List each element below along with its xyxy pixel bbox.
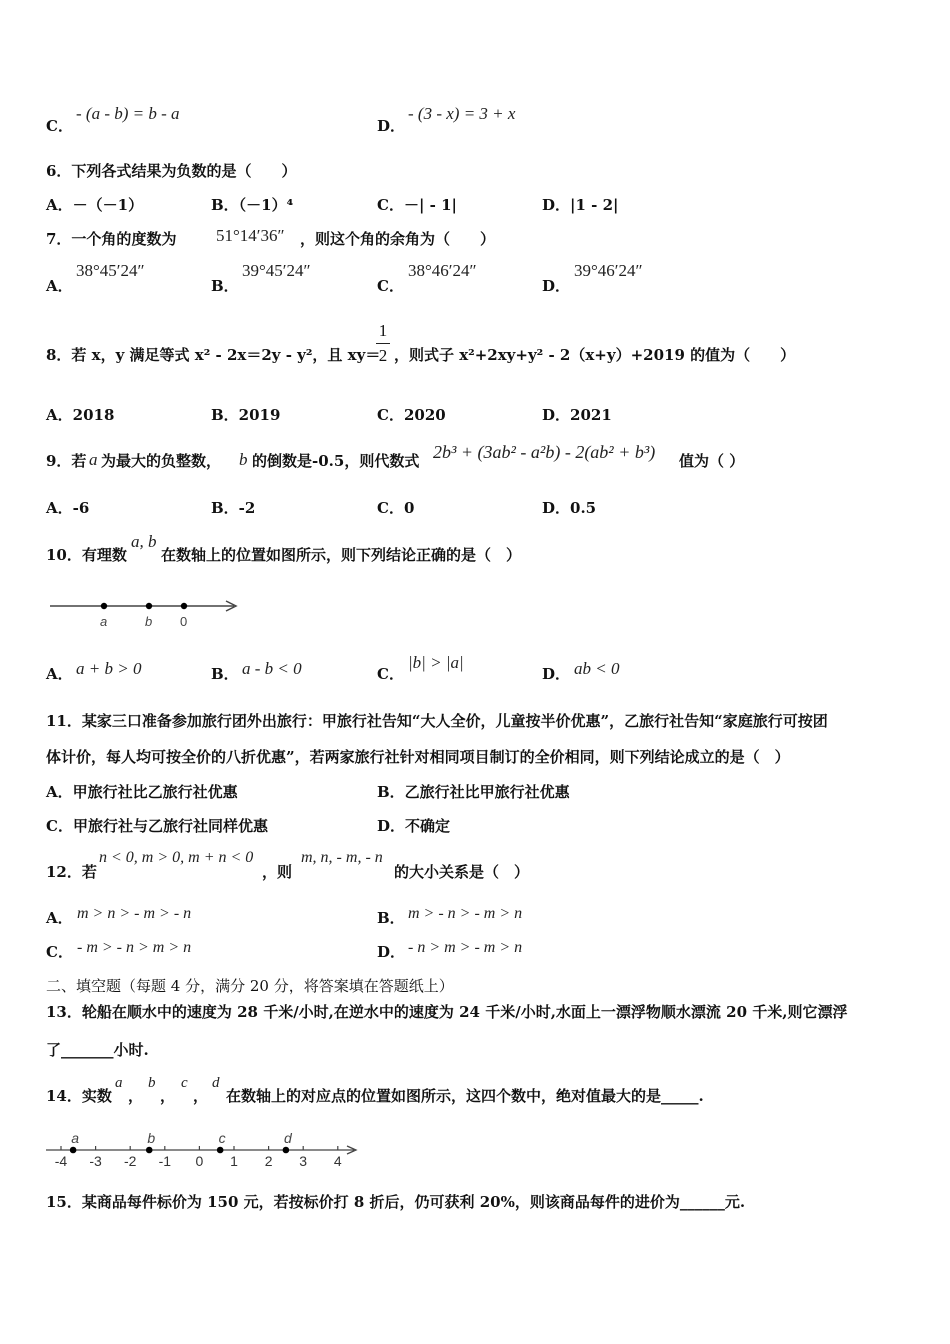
q14-tick-label: -2 <box>123 1153 137 1169</box>
q6-option-c: C．－| - 1| <box>377 196 457 214</box>
section-heading-fill-in: 二、填空题（每题 4 分，满分 20 分，将答案填在答题纸上） <box>46 977 454 995</box>
q10-number-line <box>48 596 243 632</box>
q8-stem-pre: 8．若 x，y 满足等式 x² - 2x＝2y - y²，且 xy＝ <box>46 346 381 364</box>
q14-point-label-a: a <box>71 1130 80 1146</box>
q14-var-a: a <box>115 1075 123 1091</box>
q10-stem-post: 在数轴上的位置如图所示，则下列结论正确的是（ ） <box>161 546 522 564</box>
q9-stem-post: 值为（ ） <box>679 452 745 470</box>
q14-tick-label: 4 <box>333 1153 342 1169</box>
q14-var-b: b <box>148 1075 156 1091</box>
q7-option-c: 38°46′24″ <box>408 261 477 280</box>
q11-stem-line2: 体计价，每人均可按全价的八折优惠”，若两家旅行社针对相同项目制订的全价相同，则下列结论成立的是（ ） <box>46 748 790 766</box>
q6-option-a: A．－（－1） <box>46 196 144 214</box>
q12-stem-post: 的大小关系是（ ） <box>394 863 530 881</box>
q10-vars: a, b <box>131 532 157 551</box>
q8-fraction-numerator: 1 <box>378 321 388 340</box>
q10-option-d: ab < 0 <box>574 659 620 678</box>
q10-point-a <box>101 603 107 609</box>
q5-option-d-expr: - (3 - x) = 3 + x <box>408 104 516 123</box>
q5-option-c-expr: - (a - b) = b - a <box>76 104 180 123</box>
q14-point-c <box>217 1147 224 1154</box>
q12-option-d-label: D． <box>377 943 406 961</box>
q8-option-d: D．2021 <box>542 406 612 424</box>
q14-point-a <box>70 1147 77 1154</box>
q12-option-a-label: A． <box>46 909 73 927</box>
q10-label-b: b <box>145 614 153 629</box>
q14-stem-pre: 14．实数 <box>46 1087 112 1105</box>
q7-stem-pre: 7．一个角的度数为 <box>46 230 177 248</box>
q12-option-b-label: B． <box>377 909 405 927</box>
q14-tick-label: -4 <box>54 1153 68 1169</box>
q6-option-b: B．（－1）⁴ <box>211 196 294 214</box>
q13-stem-line1: 13．轮船在顺水中的速度为 28 千米/小时,在逆水中的速度为 24 千米/小时,水面上一漂浮物顺水漂流 20 千米,则它漂浮 <box>46 1003 848 1021</box>
q5-option-c-label: C． <box>46 117 73 135</box>
q9-stem-pre: 9．若 <box>46 452 87 470</box>
q7-option-d: 39°46′24″ <box>574 261 643 280</box>
q8-option-c: C．2020 <box>377 406 446 424</box>
q10-point-zero <box>181 603 187 609</box>
q14-tick-label: 3 <box>299 1153 308 1169</box>
q9-var-b: b <box>239 450 248 469</box>
q11-option-d: D．不确定 <box>377 817 451 835</box>
q11-stem-line1: 11．某家三口准备参加旅行团外出旅行：甲旅行社告知“大人全价，儿童按半价优惠”，乙旅行社告知“家庭旅行可按团 <box>46 712 828 730</box>
q10-point-b <box>146 603 152 609</box>
q8-fraction <box>376 321 390 366</box>
q7-option-b-label: B． <box>211 277 239 295</box>
q11-option-c: C．甲旅行社与乙旅行社同样优惠 <box>46 817 268 835</box>
q14-point-label-c: c <box>218 1130 226 1146</box>
q11-option-a: A．甲旅行社比乙旅行社优惠 <box>46 783 238 801</box>
q12-option-c-label: C． <box>46 943 73 961</box>
q10-option-a: a + b > 0 <box>76 659 142 678</box>
q15-stem: 15．某商品每件标价为 150 元，若按标价打 8 折后，仍可获利 20%，则该商品每件的进价为______元. <box>46 1193 746 1211</box>
q7-stem-angle: 51°14′36″ <box>216 226 285 245</box>
q11-option-b: B．乙旅行社比甲旅行社优惠 <box>377 783 570 801</box>
q10-option-a-label: A． <box>46 665 73 683</box>
q5-option-d-label: D． <box>377 117 406 135</box>
q10-label-a: a <box>100 614 108 629</box>
q6-stem: 6．下列各式结果为负数的是（ ） <box>46 162 297 180</box>
q7-option-b: 39°45′24″ <box>242 261 311 280</box>
q14-sep-2: ， <box>160 1087 176 1105</box>
q14-stem-post: 在数轴上的对应点的位置如图所示，这四个数中，绝对值最大的是_____. <box>226 1087 704 1105</box>
q12-stem-pre: 12．若 <box>46 863 97 881</box>
q10-option-b-label: B． <box>211 665 239 683</box>
q14-sep-3: ， <box>193 1087 209 1105</box>
q14-point-d <box>283 1147 290 1154</box>
q6-option-d: D．|1 - 2| <box>542 196 619 214</box>
q12-condition: n < 0, m > 0, m + n < 0 <box>99 849 254 866</box>
q8-fraction-denominator: 2 <box>378 346 388 365</box>
q14-number-line <box>44 1124 364 1170</box>
q10-option-b: a - b < 0 <box>242 659 302 678</box>
q8-option-b: B．2019 <box>211 406 281 424</box>
q14-point-b <box>146 1147 153 1154</box>
q13-stem-line2: 了_______小时. <box>46 1041 149 1059</box>
q10-stem-pre: 10．有理数 <box>46 546 127 564</box>
q12-vars: m, n, - m, - n <box>301 849 383 866</box>
q7-stem-post: ，则这个角的余角为（ ） <box>300 230 496 248</box>
q9-stem-mid1: 为最大的负整数， <box>101 452 222 470</box>
q10-option-c: |b| > |a| <box>408 653 464 672</box>
q7-option-d-label: D． <box>542 277 571 295</box>
q14-sep-1: ， <box>128 1087 144 1105</box>
q9-option-c: C．0 <box>377 499 415 517</box>
q14-tick-label: 2 <box>264 1153 273 1169</box>
q10-option-c-label: C． <box>377 665 404 683</box>
q7-option-a-label: A． <box>46 277 73 295</box>
q9-option-d: D．0.5 <box>542 499 597 517</box>
q10-label-zero: 0 <box>180 614 188 629</box>
q9-var-a: a <box>89 450 98 469</box>
q12-option-b: m > - n > - m > n <box>408 905 523 922</box>
q14-point-label-b: b <box>147 1130 156 1146</box>
q14-var-d: d <box>212 1075 220 1091</box>
q9-option-b: B．-2 <box>211 499 256 517</box>
q8-fraction-bar <box>376 343 390 344</box>
q8-option-a: A．2018 <box>46 406 115 424</box>
q12-option-a: m > n > - m > - n <box>77 905 192 922</box>
q14-tick-label: -3 <box>89 1153 102 1169</box>
q10-option-d-label: D． <box>542 665 571 683</box>
q14-tick-label: -1 <box>158 1153 172 1169</box>
q9-option-a: A．-6 <box>46 499 90 517</box>
q8-stem-post: ，则式子 x²+2xy+y² - 2（x+y）+2019 的值为（ ） <box>394 346 796 364</box>
q9-stem-mid2: 的倒数是-0.5，则代数式 <box>252 452 420 470</box>
q7-option-a: 38°45′24″ <box>76 261 145 280</box>
q9-expression: 2b³ + (3ab² - a²b) - 2(ab² + b³) <box>433 442 656 462</box>
q14-tick-label: 1 <box>230 1153 238 1169</box>
q14-tick-label: 0 <box>195 1153 204 1169</box>
q7-option-c-label: C． <box>377 277 404 295</box>
q12-option-d: - n > m > - m > n <box>408 939 523 956</box>
q12-option-c: - m > - n > m > n <box>77 939 192 956</box>
q14-point-label-d: d <box>284 1130 292 1146</box>
q12-stem-mid: ，则 <box>262 863 293 881</box>
q14-var-c: c <box>181 1075 188 1091</box>
